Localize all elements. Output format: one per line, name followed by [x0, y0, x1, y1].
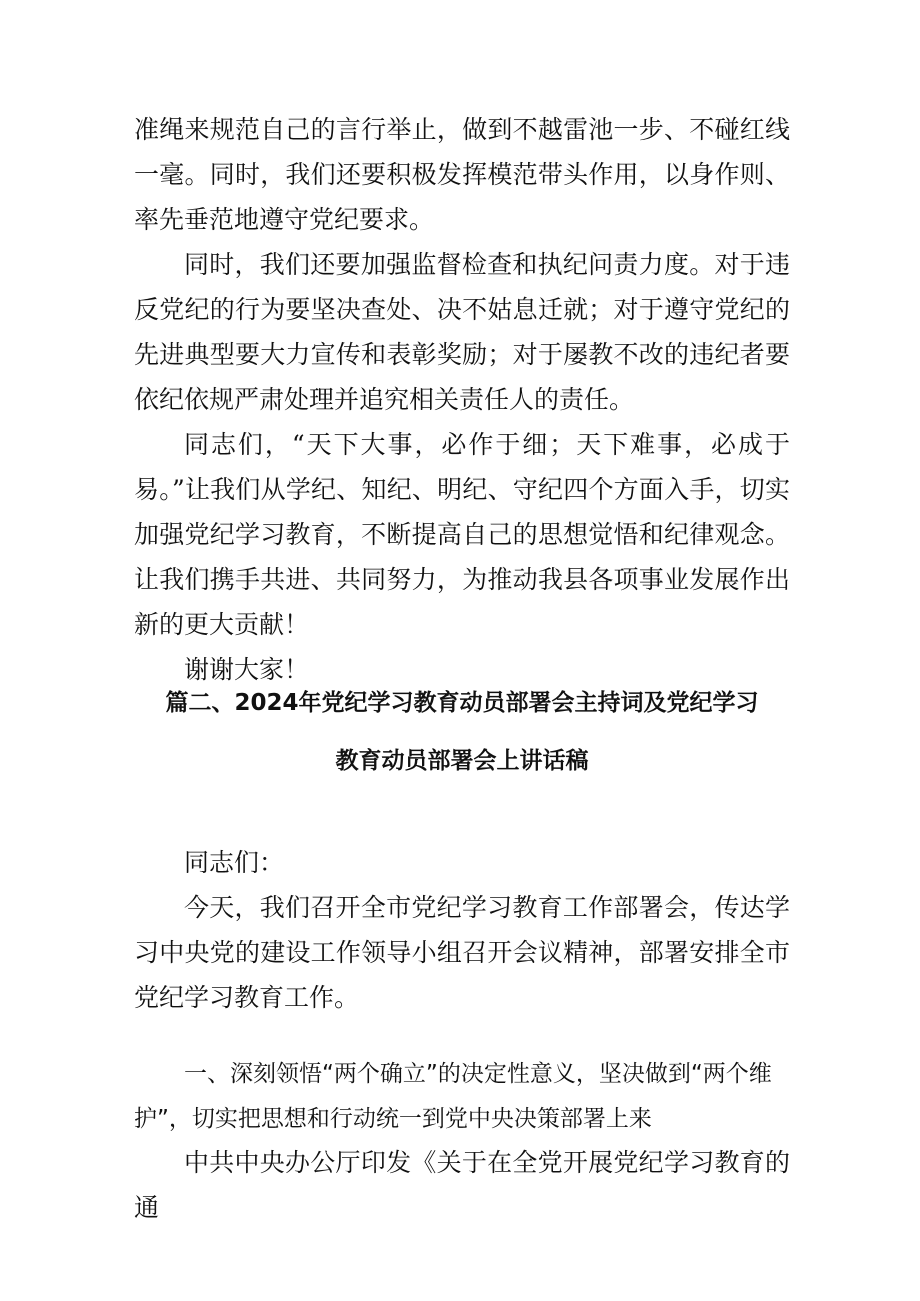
paragraph-thanks: 谢谢大家！	[184, 655, 310, 684]
section2-title-line2: 教育动员部署会上讲话稿	[335, 748, 589, 774]
section1-body	[134, 107, 790, 692]
section2-title-line1: 篇二、2024年党纪学习教育动员部署会主持词及党纪学习	[165, 690, 759, 716]
salutation: 同志们：	[184, 848, 285, 877]
section2-body	[134, 840, 790, 1020]
paragraph-closing-call: 同志们，“天下大事，必作于细；天下难事，必成于易。”让我们从学纪、知纪、明纪、守纪四个方面入手，切实加强党纪学习教育，不断提高自己的思想觉悟和纪律观念。让我们携手共进、共同努力，为推动我县各项事业发展作出新的更大贡献！	[134, 430, 790, 639]
paragraph-notice: 中共中央办公厅印发《关于在全党开展党纪学习教育的通	[134, 1148, 790, 1222]
paragraph-supervision: 同时，我们还要加强监督检查和执纪问责力度。对于违反党纪的行为要坚决查处、决不姑息迁就；对于遵守党纪的先进典型要大力宣传和表彰奖励；对于屡教不改的违纪者要依纪依规严肃处理并追究相关责任人的责任。	[134, 250, 790, 414]
paragraph-continuation: 准绳来规范自己的言行举止，做到不越雷池一步、不碰红线一毫。同时，我们还要积极发挥模范带头作用，以身作则、率先垂范地遵守党纪要求。	[134, 115, 790, 234]
section2-body-cont	[134, 1140, 790, 1230]
paragraph-intro: 今天，我们召开全市党纪学习教育工作部署会，传达学习中央党的建设工作领导小组召开会议精神，部署安排全市党纪学习教育工作。	[134, 893, 790, 1012]
section-heading-1: 一、深刻领悟“两个确立”的决定性意义，坚决做到“两个维护”，切实把思想和行动统一到党中央决策部署上来	[134, 1061, 772, 1132]
